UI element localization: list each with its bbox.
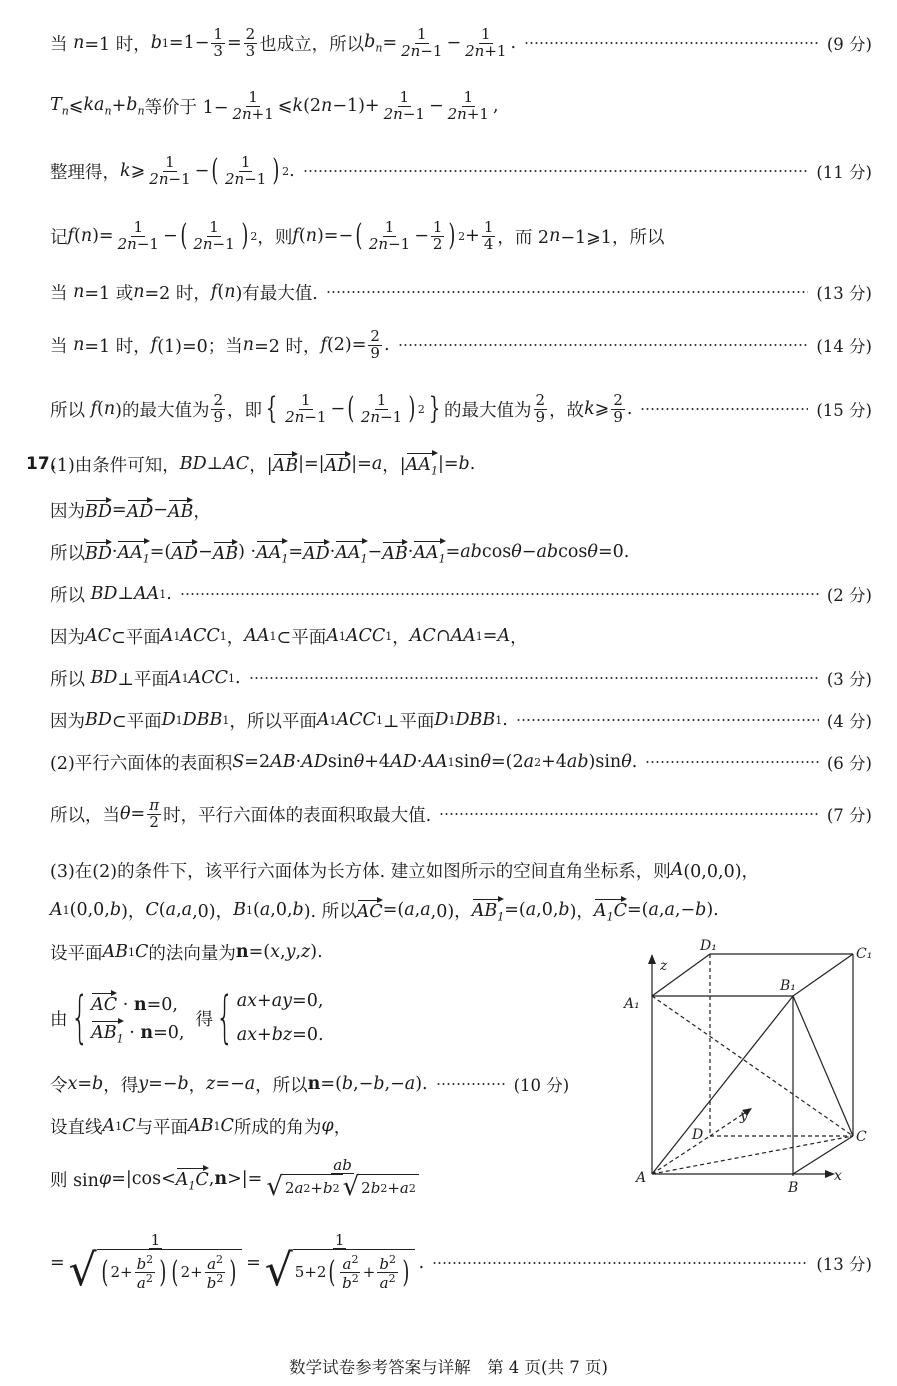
solution-line xyxy=(50,150,872,192)
solution-line xyxy=(50,793,872,835)
leader-dots xyxy=(303,170,809,172)
solution-line xyxy=(50,24,872,62)
question-number: 17. xyxy=(26,454,57,474)
math-text: 所以 f ( n )的最大值为 $\frac{2}{9}$ ，即 { $\frac{1}{2n-1}$ − ( $\frac{1}{2n-1}$ ) 2 } 的最大值为 $\frac{2}{9}$ ，故 k ⩾ $\frac{2}{9}$ . xyxy=(50,390,633,426)
score-label: (4 分) xyxy=(826,712,872,731)
solution-line xyxy=(50,450,872,478)
score-label: (11 分) xyxy=(816,163,872,182)
math-text: = 1 √ ( 2+ $\frac{b^2}{a^2}$ ) ( 2+ $\frac{a^2}{b^2}$ ) = 1 √ 5+2 ( $\frac{a^2}{b^2}$ + $\frac{b^2}{a^2}$ ) . xyxy=(50,1230,425,1297)
math-text: A 1 (0,0, b )， C ( a , a ,0)， B 1 ( a ,0, b ). 所以 AC =( a , a ,0)， $AB_1$ =( a ,0, b )， $A_1C$ =( a , a ,− b ). xyxy=(50,897,719,924)
page-footer: 数学试卷参考答案与详解 第 4 页(共 7 页) xyxy=(289,1358,608,1377)
leader-dots xyxy=(524,42,819,44)
solution-line xyxy=(50,324,872,366)
math-text: 记 f ( n )= $\frac{1}{2n-1}$ − ( $\frac{1}{2n-1}$ ) 2 ，则 f ( n )=− ( $\frac{1}{2n-1}$ − $\frac{1}{2}$ ) 2 + $\frac{1}{4}$ ，而 2 n −1⩾1，所以 xyxy=(50,217,665,253)
math-text: 所以 BD · $AA_1$ =( AD − AB ) · $AA_1$ = AD · $AA_1$ − AB · $AA_1$ = ab cos θ − ab cos θ =0. xyxy=(50,539,629,566)
math-text: 当 n =1 时， f (1)=0；当 n =2 时， f (2)= $\frac{2}{9}$ . xyxy=(50,326,390,362)
math-text: 当 n =1 或 n =2 时， f ( n )有最大值. xyxy=(50,282,318,304)
solution-line xyxy=(50,278,872,306)
edge-B1-C1 xyxy=(793,954,853,996)
label-D: D xyxy=(692,1127,704,1143)
solution-line xyxy=(50,580,872,608)
solution-line xyxy=(50,1155,577,1203)
solution-line xyxy=(50,214,872,258)
leader-dots xyxy=(326,291,809,293)
math-text: (2)平行六面体的表面积 S =2 AB · AD sin θ +4 AD · AA 1 sin θ =(2 a 2 +4 ab )sin θ . xyxy=(50,752,638,774)
solution-line xyxy=(50,856,872,884)
score-label: (13 分) xyxy=(816,1255,872,1274)
solution-line xyxy=(50,538,872,566)
math-text: 令 x = b ，得 y =− b ， z =− a ，所以 n =( b ,− b ,− a ). xyxy=(50,1074,428,1096)
solution-line xyxy=(50,1112,577,1140)
math-text: 当 n =1 时， b 1 =1− $\frac{1}{3}$ = $\frac{2}{3}$ 也成立，所以 $b_n$ = $\frac{1}{2n-1}$ − $\frac{1}{2n+1}$ . xyxy=(50,24,517,60)
score-label: (15 分) xyxy=(816,401,872,420)
score-label: (13 分) xyxy=(816,284,872,303)
math-text: 设直线 A 1 C 与平面 AB 1 C 所成的角为 φ ， xyxy=(50,1116,352,1138)
solution-line xyxy=(50,985,577,1051)
label-A: A xyxy=(636,1170,647,1186)
label-B1: B₁ xyxy=(780,978,796,994)
solution-line xyxy=(50,496,872,524)
label-C1: C₁ xyxy=(856,946,873,962)
score-label: (9 分) xyxy=(826,35,872,54)
leader-dots xyxy=(398,344,809,346)
edge-B-C xyxy=(793,1136,853,1174)
label-A1: A₁ xyxy=(624,996,640,1012)
label-x: x xyxy=(834,1168,842,1184)
solution-line xyxy=(50,1070,617,1098)
label-C: C xyxy=(856,1129,867,1145)
math-text: 因为 BD ⊂平面 D 1 DBB 1 ，所以平面 A 1 ACC 1 ⊥平面 D 1 DBB 1 . xyxy=(50,710,508,732)
solution-line xyxy=(50,664,872,692)
math-text: 整理得， k ⩾ $\frac{1}{2n-1}$ − ( $\frac{1}{2n-1}$ ) 2 . xyxy=(50,152,295,188)
leader-dots xyxy=(180,593,819,595)
y-axis xyxy=(710,1116,740,1136)
solution-line xyxy=(50,938,577,966)
score-label: (7 分) xyxy=(826,806,872,825)
leader-dots xyxy=(436,1083,506,1085)
solution-line xyxy=(50,386,872,432)
cuboid-figure xyxy=(620,936,875,1206)
solution-line xyxy=(50,622,872,650)
score-label: (14 分) xyxy=(816,337,872,356)
solution-line xyxy=(50,748,872,776)
leader-dots xyxy=(249,677,819,679)
leader-dots xyxy=(516,719,819,721)
solution-line xyxy=(50,86,872,126)
score-label: (2 分) xyxy=(826,586,872,605)
leader-dots xyxy=(439,813,819,815)
score-label: (10 分) xyxy=(513,1076,570,1095)
z-arrow-icon xyxy=(648,954,656,964)
leader-dots xyxy=(645,761,819,763)
solution-line xyxy=(50,1222,872,1304)
leader-dots xyxy=(432,1262,808,1264)
math-text: 则 sin φ =|cos< $A_1C$ , n >|= ab √ 2 a 2 + b 2 √ 2 b 2 + a 2 xyxy=(50,1158,423,1201)
score-label: (6 分) xyxy=(826,754,872,773)
label-B: B xyxy=(788,1180,799,1196)
score-label: (3 分) xyxy=(826,670,872,689)
segment-B1-C xyxy=(793,996,853,1136)
segment-A-B1 xyxy=(652,996,793,1174)
math-text: 因为 BD = AD − AB ， xyxy=(50,500,211,522)
math-text: 所以 BD ⊥ AA 1 . xyxy=(50,584,172,606)
leader-dots xyxy=(640,408,808,410)
math-text: 设平面 AB 1 C 的法向量为 n =( x , y , z ). xyxy=(50,942,323,964)
solution-line xyxy=(50,706,872,734)
math-text: 由 { AC · n=0, $AB_1 \cdot n=0$, 得 { ax+ay=0, ax+bz=0. xyxy=(50,985,324,1050)
math-text: 因为 AC ⊂平面 A 1 ACC 1 ， AA 1 ⊂平面 A 1 ACC 1 ， AC ∩ AA 1 = A ， xyxy=(50,626,528,648)
solution-line xyxy=(50,896,872,924)
math-text: 所以，当 θ = $\frac{\pi}{2}$ 时，平行六面体的表面积取最大值. xyxy=(50,795,432,831)
label-y: y xyxy=(740,1108,748,1124)
math-text: $T_n$ ⩽ $ka_n$ + $b_n$ 等价于 1− $\frac{1}{2n+1}$ ⩽ k (2 n −1)+ $\frac{1}{2n-1}$ − $\frac{1}{2n+1}$ , xyxy=(50,87,499,123)
math-text: (3)在(2)的条件下，该平行六面体为长方体. 建立如图所示的空间直角坐标系，则 A (0,0,0)， xyxy=(50,860,760,882)
math-text: (1)由条件可知， BD ⊥ AC ，| AB |=| AD |= a ，| $AA_1$ |= b . xyxy=(50,451,475,478)
math-text: 所以 BD ⊥平面 A 1 ACC 1 . xyxy=(50,668,241,690)
label-D1: D₁ xyxy=(700,938,717,954)
label-z: z xyxy=(660,958,668,974)
